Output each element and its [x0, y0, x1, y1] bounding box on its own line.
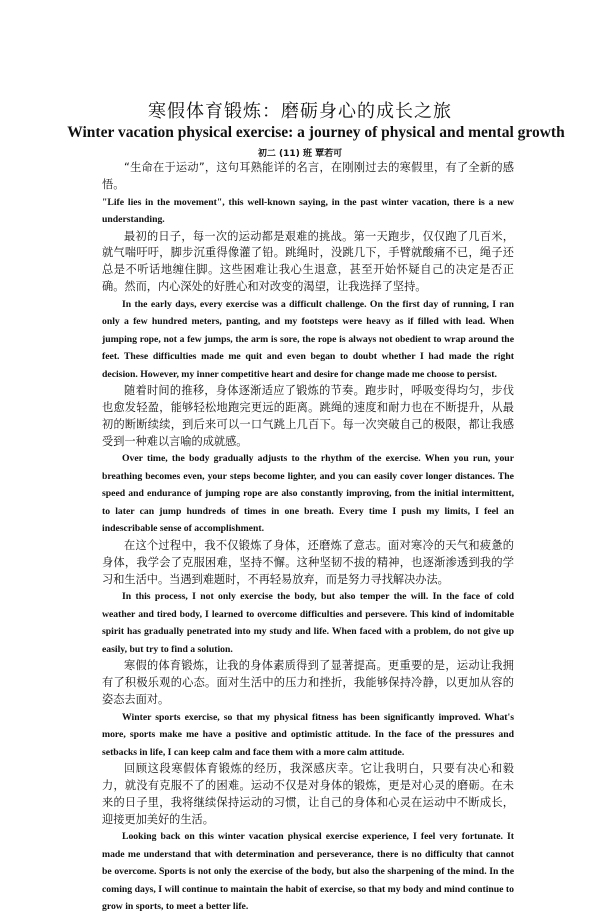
paragraph-zh: 在这个过程中，我不仅锻炼了身体，还磨炼了意志。面对寒冷的天气和疲惫的身体，我学会了克服困难，坚持不懈。这种坚韧不拔的精神，也逐渐渗透到我的学习和生活中。当遇到难题时，不再轻易放弃，而是努力寻找解决办法。: [102, 538, 514, 586]
title-chinese: 寒假体育锻炼：磨砺身心的成长之旅: [148, 101, 452, 122]
paragraph-en: Over time, the body gradually adjusts to the rhythm of the exercise. When you run, your breathing becomes even, your steps become lighter, and you can easily cover longer distances. The speed and endurance of jumping rope are also constantly improving, from the initial intermittent, to later can jump hundreds of times in one breath. Every time I push my limits, I feel an indescribable sense of accomplishment.: [102, 453, 514, 535]
paragraph-zh: 最初的日子，每一次的运动都是艰难的挑战。第一天跑步，仅仅跑了几百米，就气喘吁吁，脚步沉重得像灌了铅。跳绳时，没跳几下，手臂就酸痛不已，绳子还总是不听话地缠住脚。这些困难让我心生退意，甚至开始怀疑自己的决定是否正确。然而，内心深处的好胜心和对改变的渴望，让我选择了坚持。: [102, 229, 514, 293]
paragraph-zh: 回顾这段寒假体育锻炼的经历，我深感庆幸。它让我明白，只要有决心和毅力，就没有克服不了的困难。运动不仅是对身体的锻炼，更是对心灵的磨砺。在未来的日子里，我将继续保持运动的习惯，让自己的身体和心灵在运动中不断成长，迎接更加美好的生活。: [102, 762, 514, 826]
paragraph-en: Winter sports exercise, so that my physical fitness has been significantly improved. What's more, sports make me have a positive and optimistic attitude. In the face of the pressures and setbacks in life, I can keep calm and face them with a more calm attitude.: [102, 711, 514, 758]
paragraph-en: In the early days, every exercise was a difficult challenge. On the first day of running, I ran only a few hundred meters, panting, and my footsteps were heavy as if filled with lead. When jumping rope, not a few jumps, the arm is sore, the rope is always not obedient to wrap around the feet. These difficulties made me quit and even began to doubt whether I had made the right decision. However, my inner competitive heart and desire for change made me choose to persist.: [102, 298, 514, 380]
paragraph-en: In this process, I not only exercise the body, but also temper the will. In the face of cold weather and tired body, I learned to overcome difficulties and persevere. This kind of indomitable spirit has gradually penetrated into my study and life. When faced with a problem, do not give up easily, but try to find a solution.: [102, 591, 514, 655]
paragraph-zh: 随着时间的推移，身体逐渐适应了锻炼的节奏。跑步时，呼吸变得均匀，步伐也愈发轻盈，能够轻松地跑完更远的距离。跳绳的速度和耐力也在不断提升，从最初的断断续续，到后来可以一口气跳上几百下。每一次突破自己的极限，都让我感受到一种难以言喻的成就感。: [102, 384, 514, 448]
paragraph-zh: 寒假的体育锻炼，让我的身体素质得到了显著提高。更重要的是，运动让我拥有了积极乐观的心态。面对生活中的压力和挫折，我能够保持冷静，以更加从容的姿态去面对。: [102, 659, 514, 706]
title-english: Winter vacation physical exercise: a journey of physical and mental growth: [67, 124, 565, 141]
paragraph-en: Looking back on this winter vacation physical exercise experience, I feel very fortunate. It made me understand that with determination and perseverance, there is no difficulty that cannot be overcome. Sports is not only the exercise of the body, but also the sharpening of the mind. In the coming days, I will continue to maintain the habit of exercise, so that my body and mind continue to grow in sports, to meet a better life.: [102, 831, 514, 913]
essay-body: [102, 160, 514, 916]
paragraph-en: "Life lies in the movement", this well-known saying, in the past winter vacation, there is a new understanding.: [102, 196, 514, 226]
author-line: 初二 (11) 班 覃若可: [257, 149, 343, 159]
paragraph-zh: “生命在于运动”，这句耳熟能详的名言，在刚刚过去的寒假里，有了全新的感悟。: [102, 161, 514, 191]
